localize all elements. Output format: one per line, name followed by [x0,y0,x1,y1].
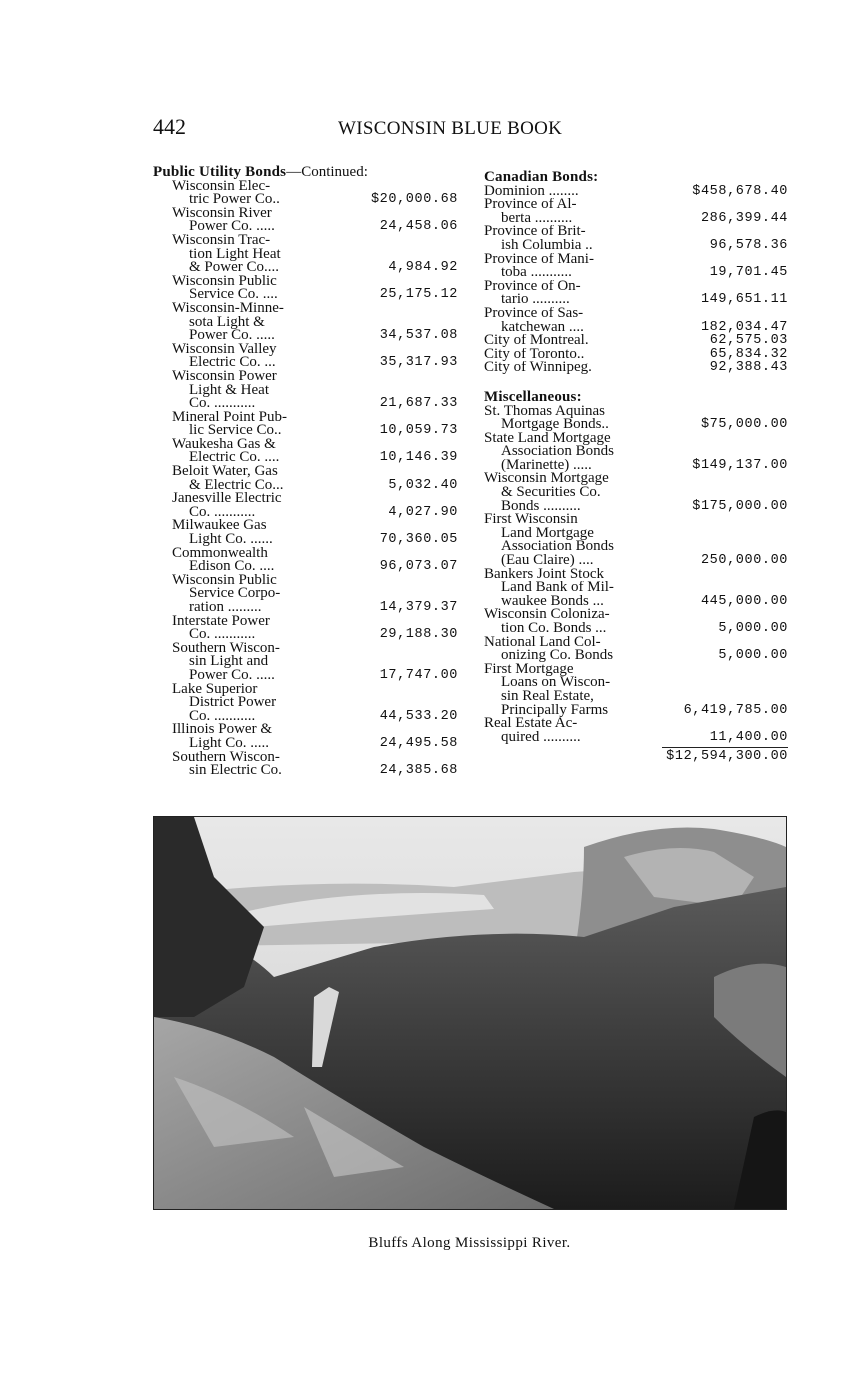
entry-name-line: Lake Superior [172,682,258,697]
entry-name-line: Land Bank of Mil- [501,581,614,595]
entry-name-line: tion Light Heat [189,247,281,262]
entry-name-line: Service Corpo- [189,587,281,601]
entry-amount: $75,000.00 [700,417,788,433]
entry-name [153,492,348,519]
heading-continued: —Continued: [286,164,368,180]
miscellaneous-row [484,608,788,635]
entry-name-line: National Land Col- [484,635,601,650]
entry-name-line: sin Light and [189,655,269,669]
entry-amount: 29,188.30 [379,627,458,643]
entry-name-line: Power Co. ..... [189,220,275,234]
entry-name [153,275,348,302]
entry-name-line: St. Thomas Aquinas [484,404,605,419]
entry-name-line: tion Co. Bonds ... [501,622,607,636]
entry-name [484,513,648,567]
canadian-bond-row [484,225,788,252]
entry-name [153,180,348,207]
entry-name-line: Province of Al- [484,198,577,212]
entry-name [484,185,648,199]
entry-name-line: Electric Co. .... [189,451,280,466]
entry-name [484,198,648,225]
miscellaneous-row [484,717,788,744]
utility-bond-row [153,574,458,615]
entry-name-line: Wisconsin Public [172,274,277,289]
entry-amount: 6,419,785.00 [683,702,788,718]
entry-name-line: & Electric Co... [189,478,284,493]
entry-name-line: Light Co. ...... [189,533,273,547]
entry-amount: 24,458.06 [379,219,458,235]
entry-name-line: Co. ........... [189,709,256,724]
entry-amount: 34,537.08 [379,328,458,344]
canadian-bond-row [484,348,788,362]
entry-name-line: toba ........... [501,266,572,280]
entry-name [484,253,648,280]
entry-name-line: First Wisconsin [484,513,578,527]
bluffs-photograph [153,816,787,1210]
utility-bond-row [153,547,458,574]
entry-name-line: Bonds .......... [501,499,581,514]
entry-name [153,465,348,492]
entry-name-line: Wisconsin Mortgage [484,472,609,487]
running-title: WISCONSIN BLUE BOOK [338,118,563,139]
utility-bond-row [153,411,458,438]
miscellaneous-row [484,405,788,432]
entry-amount: 4,027.90 [388,504,458,520]
entry-name-line: District Power [189,696,277,710]
entry-name-line: State Land Mortgage [484,431,611,446]
utility-bond-row [153,370,458,411]
entry-amount: 5,000.00 [718,648,788,664]
public-utility-bonds-heading [153,166,458,180]
miscellaneous-row [484,472,788,513]
entry-name-line: & Power Co.... [189,261,279,275]
miscellaneous-row [484,663,788,717]
entry-name [484,717,648,744]
miscellaneous-row [484,432,788,473]
entry-name [153,615,348,642]
entry-amount: 286,399.44 [700,210,788,226]
entry-name-line: Service Co. .... [189,288,278,302]
entry-amount: 445,000.00 [700,593,788,609]
entry-name [153,411,348,438]
public-utility-bonds-list [153,180,458,778]
entry-name [484,348,648,362]
entry-name-line: Land Mortgage [501,526,594,541]
entry-name [153,723,348,750]
entry-amount: $20,000.68 [370,192,458,208]
entry-amount: 11,400.00 [709,729,788,745]
entry-name-line: tario .......... [501,293,570,307]
utility-bond-row [153,492,458,519]
utility-bond-row [153,207,458,234]
entry-name-line: Power Co. ..... [189,329,275,343]
entry-name-line: Loans on Wiscon- [501,676,611,690]
entry-name-line: quired .......... [501,730,581,745]
entry-name-line: First Mortgage [484,662,574,677]
entry-name-line: sin Electric Co. [189,764,282,778]
entry-name [153,519,348,546]
canadian-bond-row [484,361,788,375]
entry-name-line: Janesville Electric [172,492,282,506]
canadian-bond-row [484,280,788,307]
entry-amount: $175,000.00 [692,498,788,514]
entry-name-line: Mineral Point Pub- [172,410,287,425]
entry-amount: 10,146.39 [379,450,458,466]
entry-name [153,642,348,683]
entry-name [153,343,348,370]
entry-amount: $149,137.00 [692,457,788,473]
entry-amount: 44,533.20 [379,708,458,724]
entry-name-line: Co. ........... [189,397,256,411]
entry-name-line: (Eau Claire) .... [501,554,594,568]
page-number: 442 [153,114,186,139]
entry-amount: 250,000.00 [700,553,788,569]
utility-bond-row [153,234,458,275]
entry-amount: $458,678.40 [692,183,788,199]
entry-amount: 70,360.05 [379,532,458,548]
entry-name [484,432,648,473]
utility-bond-row [153,723,458,750]
entry-name-line: Beloit Water, Gas [172,465,278,479]
entry-amount: 4,984.92 [388,260,458,276]
entry-amount: 96,578.36 [709,237,788,253]
entry-amount: 149,651.11 [700,292,788,308]
entry-name-line: City of Winnipeg. [484,361,592,375]
miscellaneous-row [484,636,788,663]
entry-name [153,370,348,411]
entry-amount: 19,701.45 [709,265,788,281]
entry-name [484,361,648,375]
entry-name-line: Wisconsin Power [172,369,277,384]
entry-name-line: Province of Sas- [484,306,584,321]
entry-name [153,683,348,724]
entry-amount: 96,073.07 [379,559,458,575]
entry-name-line: Commonwealth [172,546,268,561]
utility-bond-row [153,302,458,343]
entry-name-line: Bankers Joint Stock [484,567,604,582]
entry-name-line: Milwaukee Gas [172,519,267,534]
entry-name-line: Southern Wiscon- [172,750,280,765]
right-column [484,171,788,766]
heading-bold: Public Utility Bonds [153,164,287,180]
bluffs-landscape-image [154,817,786,1209]
entry-name-line: onizing Co. Bonds [501,649,614,663]
entry-name [153,207,348,234]
canadian-bond-row [484,307,788,334]
utility-bond-row [153,751,458,778]
entry-name-line: tric Power Co.. [189,193,280,207]
entry-name-line: waukee Bonds ... [501,594,604,609]
canadian-bonds-heading: Canadian Bonds: [484,169,599,185]
miscellaneous-row [484,513,788,567]
entry-name [484,225,648,252]
entry-name-line: sota Light & [189,315,265,330]
entry-name-line: Province of Mani- [484,252,594,267]
entry-name-line: Province of On- [484,279,581,294]
entry-name-line: sin Real Estate, [501,689,594,704]
entry-name-line: Wisconsin Trac- [172,233,271,248]
entry-amount: 24,385.68 [379,763,458,779]
entry-amount: 5,032.40 [388,477,458,493]
entry-name-line: Co. ........... [189,505,256,520]
canadian-bond-row [484,334,788,348]
entry-amount: 92,388.43 [709,360,788,376]
entry-amount: 182,034.47 [700,319,788,335]
entry-name-line: Wisconsin Coloniza- [484,608,610,622]
canadian-bond-row [484,198,788,225]
entry-amount: 14,379.37 [379,600,458,615]
entry-name-line: City of Toronto.. [484,347,585,362]
entry-name-line: ration ......... [189,601,262,615]
canadian-bond-row [484,185,788,199]
utility-bond-row [153,343,458,370]
entry-name-line: Illinois Power & [172,723,272,737]
entry-name-line: Light & Heat [189,383,269,398]
entry-name [484,663,648,717]
entry-name [153,751,348,778]
entry-name-line: Association Bonds [501,445,614,459]
entry-name-line: & Securities Co. [501,486,601,500]
entry-name [153,438,348,465]
miscellaneous-heading: Miscellaneous: [484,388,582,405]
entry-name-line: (Marinette) ..... [501,458,592,473]
entry-name-line: Wisconsin Public [172,573,277,588]
entry-name-line: Province of Brit- [484,225,586,239]
entry-name-line: Wisconsin Valley [172,342,277,357]
entry-name-line: Wisconsin-Minne- [172,301,284,316]
entry-amount: 17,747.00 [379,667,458,683]
entry-name-line: Principally Farms [501,703,609,718]
entry-name-line: Wisconsin River [172,206,272,221]
entry-name-line: Co. ........... [189,628,256,642]
entry-amount: 21,687.33 [379,396,458,412]
entry-name-line: City of Montreal. [484,334,589,348]
entry-name [153,302,348,343]
utility-bond-row [153,642,458,683]
entry-amount: 35,317.93 [379,355,458,371]
photo-caption: Bluffs Along Mississippi River. [368,1235,571,1251]
entry-name-line: Power Co. ..... [189,668,275,683]
entry-name-line: Dominion ........ [484,184,579,199]
entry-name [484,608,648,635]
utility-bond-row [153,519,458,546]
entry-name-line: Wisconsin Elec- [172,179,271,194]
entry-name-line: Real Estate Ac- [484,717,578,731]
entry-name-line: lic Service Co.. [189,424,282,438]
entry-amount: 62,575.03 [709,333,788,349]
entry-name-line: Light Co. ..... [189,736,270,751]
canadian-bond-row [484,253,788,280]
entry-name-line: Waukesha Gas & [172,437,276,452]
entry-name-line: katchewan .... [501,320,584,335]
entry-name [484,636,648,663]
entry-name-line: Southern Wiscon- [172,641,280,656]
miscellaneous-row [484,568,788,609]
entry-name [153,234,348,275]
entry-name-line: Edison Co. .... [189,560,275,574]
entry-name-line: Association Bonds [501,540,614,555]
entry-name-line: berta .......... [501,211,573,226]
utility-bond-row [153,275,458,302]
entry-amount: 25,175.12 [379,287,458,303]
miscellaneous-list [484,405,788,745]
utility-bond-row [153,465,458,492]
entry-name-line: Interstate Power [172,614,270,629]
entry-name-line: Mortgage Bonds.. [501,418,609,432]
entry-name [484,405,648,432]
entry-amount: 5,000.00 [718,621,788,636]
canadian-bonds-list [484,185,788,375]
entry-name [484,334,648,348]
entry-name [153,547,348,574]
entry-amount: 65,834.32 [709,346,788,362]
entry-name-line: Electric Co. ... [189,356,276,370]
entry-amount: 10,059.73 [379,423,458,439]
entry-name [153,574,348,615]
utility-bond-row [153,438,458,465]
entry-amount: 24,495.58 [379,735,458,751]
entry-name [484,568,648,609]
entry-name [484,472,648,513]
entry-name [484,307,648,334]
public-utility-bonds-column [153,166,458,778]
grand-total: $12,594,300.00 [666,749,788,765]
utility-bond-row [153,180,458,207]
utility-bond-row [153,615,458,642]
entry-name-line: ish Columbia .. [501,238,593,253]
utility-bond-row [153,683,458,724]
entry-name [484,280,648,307]
